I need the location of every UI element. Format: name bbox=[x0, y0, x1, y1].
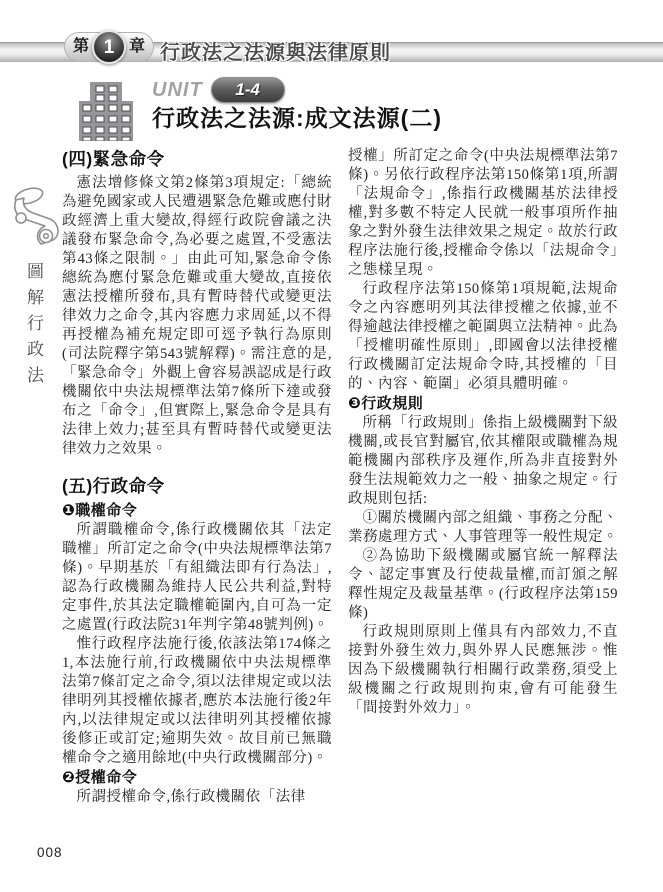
chapter-prefix: 第 bbox=[73, 38, 90, 55]
scroll-icon bbox=[8, 183, 62, 260]
paragraph: 所謂授權命令,係行政機關依「法律 bbox=[76, 789, 306, 805]
subsection-heading-1: ❶職權命令 bbox=[62, 502, 138, 519]
subsection-heading-2: ❷授權命令 bbox=[62, 769, 138, 786]
page-title: 行政法之法源:成文法源(二) bbox=[152, 105, 442, 131]
chapter-badge bbox=[64, 32, 154, 62]
list-item-1: ①關於機關內部之組織、事務之分配、業務處理方式、人事管理等一般性規定。 bbox=[348, 510, 618, 545]
subsection-heading-3: ❸行政規則 bbox=[348, 395, 424, 412]
body-columns bbox=[62, 147, 619, 807]
paragraph: 憲法增修條文第2條第3項規定:「總統為避免國家或人民遭遇緊急危難或應付財政經濟上重大變故,得經行政院會議之決議發布緊急命令,為必要之處置,不受憲法第43條之限制。」由此可知,緊急命令係總統為應付緊急危難或重大變故,直接依憲法授權所發布,具有暫時替代或變更法律效力之命令,其內容應力求周延,以不得再授權為補充規定即可逕予執行為原則(司法院釋字第543號解釋)。需注意的是,「緊急命令」外觀上會容易誤認成是行政機關依中央法規標準法第7條所下達或發布之「命令」,但實際上,緊急命令是具有法律上效力;甚至具有暫時替代或變更法律效力之效果。 bbox=[62, 175, 332, 457]
paragraph: 行政規則原則上僅具有內部效力,不直接對外發生效力,與外界人民應無涉。惟因為下級機關執行相關行政業務,須受上級機關之行政規則拘束,會有可能發生「間接對外效力」。 bbox=[348, 624, 618, 716]
chapter-number-circle: 1 bbox=[92, 30, 126, 64]
unit-number-badge: 1-4 bbox=[211, 77, 285, 103]
left-column bbox=[62, 147, 332, 807]
section-heading-5: (五)行政命令 bbox=[62, 476, 165, 496]
page-number: 008 bbox=[37, 845, 63, 860]
list-item-2: ②為協助下級機關或屬官統一解釋法令、認定事實及行使裁量權,而訂頒之解釋性規定及裁量基準。(行政程序法第159條) bbox=[348, 548, 618, 621]
unit-label: UNIT bbox=[152, 78, 203, 101]
series-title-vertical: 圖解行政法 bbox=[24, 262, 43, 392]
paragraph: 所稱「行政規則」係指上級機關對下級機關,或長官對屬官,依其權限或職權為規範機關內部秩序及運作,所為非直接對外發生法規範效力之一般、抽象之規定。行政規則包括: bbox=[348, 415, 618, 507]
paragraph: 行政程序法第150條第1項規範,法規命令之內容應明列其法律授權之依據,並不得逾越法律授權之範圍與立法精神。此為「授權明確性原則」,即國會以法律授權行政機關訂定法規命令時,其授權的「目的、內容、範圍」必須具體明確。 bbox=[348, 281, 618, 392]
building-icon bbox=[74, 77, 138, 146]
chapter-title: 行政法之法源與法律原則 bbox=[160, 42, 391, 64]
section-heading-4: (四)緊急命令 bbox=[62, 149, 165, 169]
paragraph: 惟行政程序法施行後,依該法第174條之1,本法施行前,行政機關依中央法規標準法第7條訂定之命令,須以法律規定或以法律明列其授權依據者,應於本法施行後2年內,以法律規定或以法律明列其授權依據後修正或訂定;逾期失效。故目前已無職權命令之適用餘地(中央行政機關部分)。 bbox=[62, 636, 332, 766]
right-column bbox=[348, 147, 618, 807]
chapter-suffix: 章 bbox=[129, 38, 146, 55]
paragraph-continued: 授權」所訂定之命令(中央法規標準法第7條)。另依行政程序法第150條第1項,所謂「法規命令」,係指行政機關基於法律授權,對多數不特定人民就一般事項所作抽象之對外發生法律效果之規定。故於行政程序法施行後,授權命令係以「法規命令」之態樣呈現。 bbox=[348, 148, 618, 278]
paragraph: 所謂職權命令,係行政機關依其「法定職權」所訂定之命令(中央法規標準法第7條)。早期基於「有組織法即有行為法」,認為行政機關為維持人民公共利益,對特定事件,於其法定職權範圍內,自可為一定之處置(行政法院31年判字第48號判例)。 bbox=[62, 522, 332, 633]
